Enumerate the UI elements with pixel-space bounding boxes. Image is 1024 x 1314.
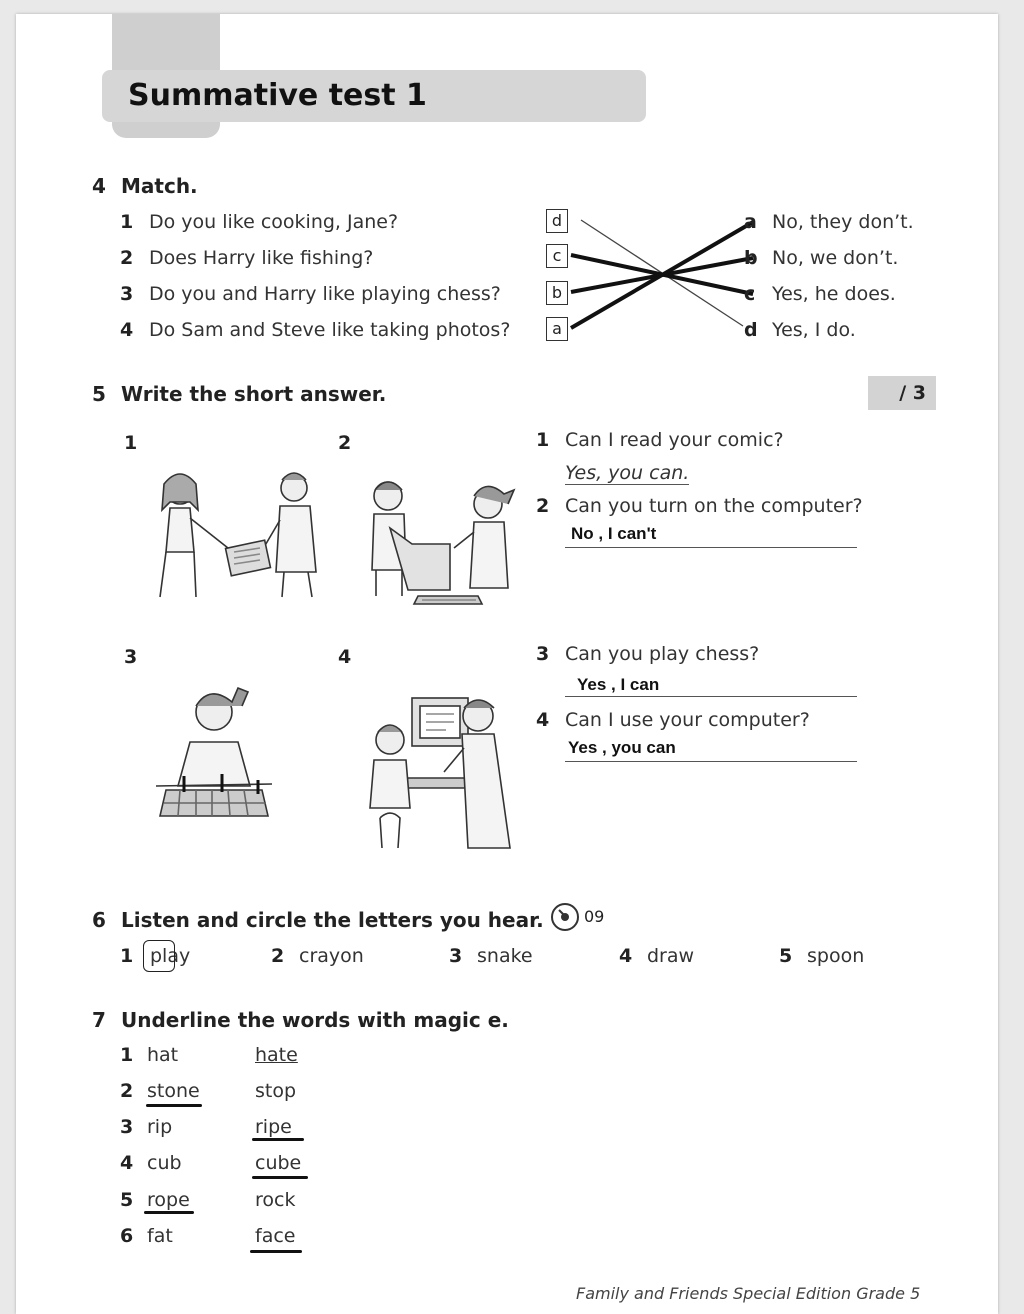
- ex4-answer-letter: b: [744, 247, 758, 269]
- ink-underline: [252, 1176, 308, 1179]
- ex7-word: hat: [147, 1044, 179, 1066]
- ex5-q-number: 1: [536, 429, 550, 451]
- ex4-q-number: 2: [120, 247, 134, 269]
- match-line-ink: [571, 222, 756, 328]
- ex4-question: Does Harry like fishing?: [149, 247, 374, 269]
- ex5-question: Can you turn on the computer?: [565, 495, 863, 517]
- ex4-q-number: 3: [120, 283, 134, 305]
- page-footer: Family and Friends Special Edition Grade 5: [576, 1284, 921, 1303]
- answer-box[interactable]: c: [546, 244, 568, 268]
- illustration-comic: [144, 462, 324, 597]
- ex7-word: stop: [255, 1080, 297, 1102]
- ex7-row-number: 5: [120, 1189, 134, 1211]
- picture-number: 2: [338, 432, 352, 454]
- ex5-question: Can I use your computer?: [565, 709, 810, 731]
- ex4-answer-letter: a: [744, 211, 757, 233]
- ink-underline: [250, 1250, 302, 1253]
- ex4-answer: No, they don’t.: [772, 211, 914, 233]
- ex7-row-number: 4: [120, 1152, 134, 1174]
- ex7-word: stone: [147, 1080, 200, 1102]
- ex7-title: Underline the words with magic e.: [121, 1008, 509, 1032]
- ex7-row-number: 3: [120, 1116, 134, 1138]
- ex4-question: Do Sam and Steve like taking photos?: [149, 319, 511, 341]
- score-text: / 3: [899, 382, 926, 404]
- ex5-answer[interactable]: Yes , you can: [568, 738, 676, 757]
- ink-underline: [144, 1211, 194, 1214]
- ex7-row-number: 6: [120, 1225, 134, 1247]
- ex5-q-number: 4: [536, 709, 550, 731]
- cd-icon: [550, 902, 580, 932]
- ex4-answer-letter: d: [744, 319, 758, 341]
- answer-box[interactable]: d: [546, 209, 568, 233]
- track-number: 09: [584, 907, 605, 926]
- worksheet-page: [16, 14, 998, 1314]
- ink-underline: [252, 1138, 304, 1141]
- ex7-row-number: 2: [120, 1080, 134, 1102]
- illustration-computer: [358, 470, 523, 602]
- ex5-answer[interactable]: Yes , I can: [577, 675, 660, 694]
- ex6-number: 6: [92, 908, 106, 932]
- ex4-question: Do you like cooking, Jane?: [149, 211, 399, 233]
- ex5-answer[interactable]: No , I can't: [571, 524, 657, 543]
- ex7-row-number: 1: [120, 1044, 134, 1066]
- ex6-word: draw: [647, 945, 695, 967]
- ex7-word: hate: [255, 1044, 298, 1066]
- ex6-word-number: 4: [619, 945, 633, 967]
- ex6-word-number: 1: [120, 945, 134, 967]
- ex7-word: cub: [147, 1152, 182, 1174]
- ex5-question: Can you play chess?: [565, 643, 760, 665]
- ex5-question: Can I read your comic?: [565, 429, 784, 451]
- ex4-answer: Yes, he does.: [772, 283, 896, 305]
- ex4-number: 4: [92, 174, 106, 198]
- ex4-answer: No, we don’t.: [772, 247, 899, 269]
- ex6-word: snake: [477, 945, 533, 967]
- ex7-word: face: [255, 1225, 296, 1247]
- ex6-word-number: 5: [779, 945, 793, 967]
- ex7-word: rock: [255, 1189, 296, 1211]
- ex5-number: 5: [92, 382, 106, 406]
- ex6-word-number: 2: [271, 945, 285, 967]
- ex4-question: Do you and Harry like playing chess?: [149, 283, 501, 305]
- ex7-word: rip: [147, 1116, 173, 1138]
- ex6-word-number: 3: [449, 945, 463, 967]
- ex5-title: Write the short answer.: [121, 382, 387, 406]
- answer-box[interactable]: a: [546, 317, 568, 341]
- ex7-word: fat: [147, 1225, 173, 1247]
- score-box: [868, 376, 936, 410]
- ex7-number: 7: [92, 1008, 106, 1032]
- illustration-using-computer: [360, 678, 524, 848]
- picture-number: 3: [124, 646, 138, 668]
- picture-number: 4: [338, 646, 352, 668]
- illustration-chess: [150, 666, 280, 822]
- ex4-answer-letter: c: [744, 283, 756, 305]
- ex4-title: Match.: [121, 174, 198, 198]
- ex4-answer: Yes, I do.: [772, 319, 856, 341]
- answer-line: [565, 696, 857, 697]
- ex7-word: ripe: [255, 1116, 292, 1138]
- ex7-word: cube: [255, 1152, 302, 1174]
- answer-box[interactable]: b: [546, 281, 568, 305]
- ex6-title: Listen and circle the letters you hear.: [121, 908, 544, 932]
- ex6-word: play: [150, 945, 191, 967]
- answer-line: [565, 761, 857, 762]
- ex6-word: spoon: [807, 945, 865, 967]
- picture-number: 1: [124, 432, 138, 454]
- ex6-word: crayon: [299, 945, 364, 967]
- ex5-answer-example: Yes, you can.: [565, 462, 690, 484]
- ink-underline: [146, 1104, 202, 1107]
- letter-circle[interactable]: [143, 940, 175, 972]
- page-title: Summative test 1: [128, 78, 427, 113]
- ex4-q-number: 4: [120, 319, 134, 341]
- ex5-q-number: 3: [536, 643, 550, 665]
- ex7-word: rope: [147, 1189, 190, 1211]
- ex4-q-number: 1: [120, 211, 134, 233]
- answer-line: [565, 547, 857, 548]
- ex5-q-number: 2: [536, 495, 550, 517]
